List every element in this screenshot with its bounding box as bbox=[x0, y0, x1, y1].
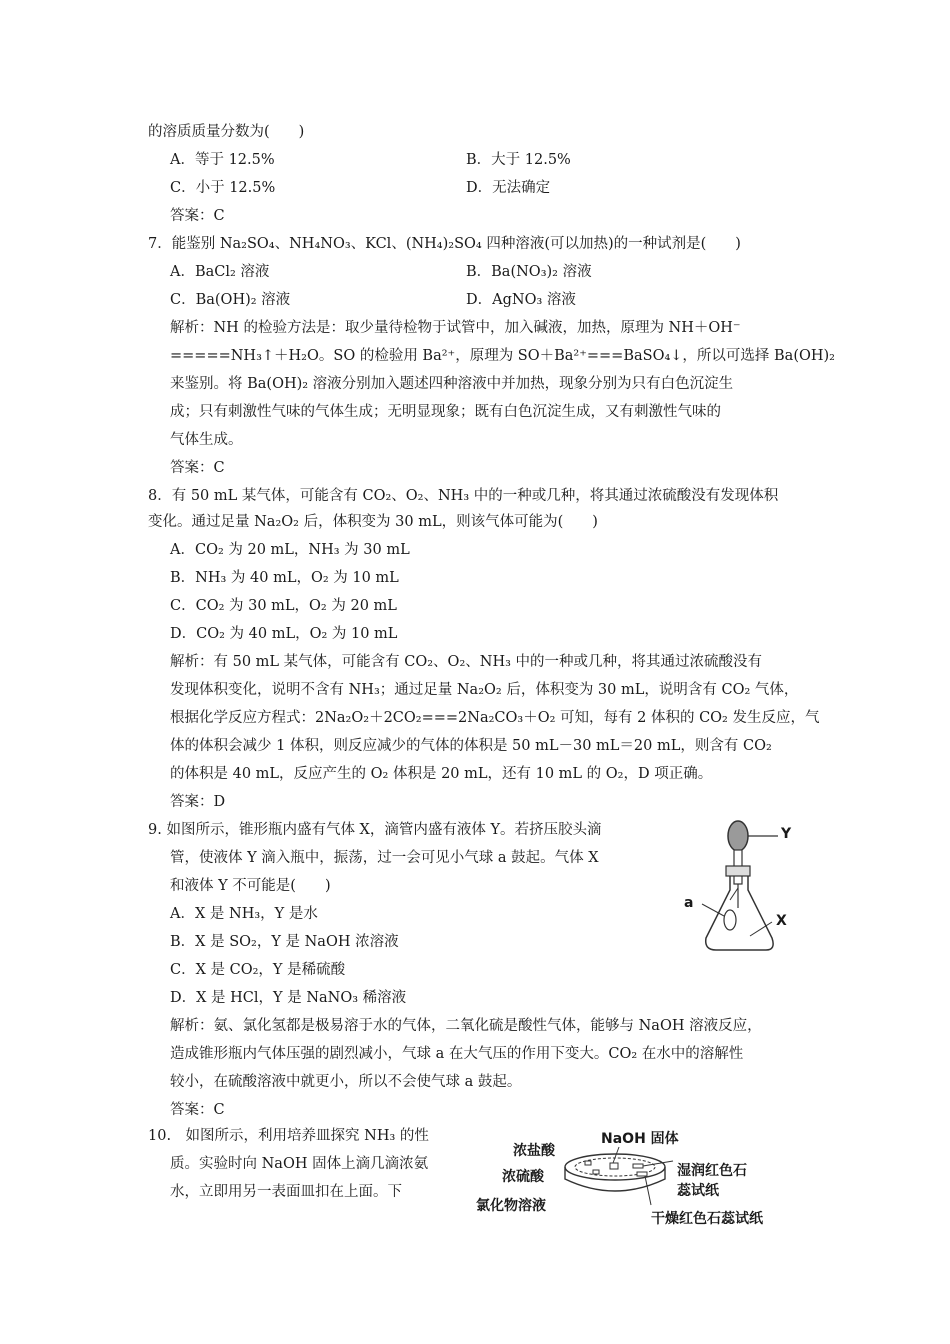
label-wet-litmus-line1: 湿润红色石 bbox=[677, 1163, 747, 1179]
question-10-cont: 质。实验时向 NaOH 固体上滴几滴浓氨 bbox=[170, 1156, 429, 1172]
question-10: 10. 如图所示，利用培养皿探究 NH₃ 的性 bbox=[148, 1128, 429, 1144]
option-d: D．无法确定 bbox=[466, 180, 551, 196]
explanation-line: 较小，在硫酸溶液中就更小，所以不会使气球 a 鼓起。 bbox=[170, 1074, 522, 1090]
question-8-cont: 变化。通过足量 Na₂O₂ 后，体积变为 30 mL，则该气体可能为( ) bbox=[148, 514, 598, 530]
explanation-line: 发现体积变化，说明不含有 NH₃；通过足量 Na₂O₂ 后，体积变为 30 mL，说明含有 CO₂ 气体， bbox=[170, 682, 799, 698]
option-d: D．AgNO₃ 溶液 bbox=[466, 292, 576, 308]
question-7: 7．能鉴别 Na₂SO₄、NH₄NO₃、KCl、(NH₄)₂SO₄ 四种溶液(可以加热)的一种试剂是( ) bbox=[148, 236, 741, 252]
option-a: A．BaCl₂ 溶液 bbox=[170, 264, 270, 280]
option-c: C．X 是 CO₂，Y 是稀硫酸 bbox=[170, 962, 346, 978]
option-c: C．CO₂ 为 30 mL，O₂ 为 20 mL bbox=[170, 598, 397, 614]
label-y: Y bbox=[781, 826, 792, 842]
explanation-line: 来鉴别。将 Ba(OH)₂ 溶液分别加入题述四种溶液中并加热，现象分别为只有白色沉淀生 bbox=[170, 376, 734, 392]
explanation-line: 解析：NH 的检验方法是：取少量待检物于试管中，加入碱液，加热，原理为 NH＋OH⁻ bbox=[170, 320, 741, 336]
option-b: B．NH₃ 为 40 mL，O₂ 为 10 mL bbox=[170, 570, 399, 586]
label-chloride-solution: 氯化物溶液 bbox=[476, 1198, 546, 1214]
question-8: 8．有 50 mL 某气体，可能含有 CO₂、O₂、NH₃ 中的一种或几种，将其通过浓硫酸没有发现体积 bbox=[148, 488, 779, 504]
explanation-line: 体的体积会减少 1 体积，则反应减少的气体的体积是 50 mL－30 mL＝20 mL，则含有 CO₂ bbox=[170, 738, 772, 754]
answer: 答案：C bbox=[170, 460, 225, 476]
option-a: A．CO₂ 为 20 mL，NH₃ 为 30 mL bbox=[170, 542, 410, 558]
option-c: C．小于 12.5% bbox=[170, 180, 276, 196]
question-10-cont: 水，立即用另一表面皿扣在上面。下 bbox=[170, 1184, 402, 1200]
explanation-line: =====NH₃↑＋H₂O。SO 的检验用 Ba²⁺，原理为 SO＋Ba²⁺===BaSO₄↓，所以可选择 Ba(OH)₂ bbox=[170, 348, 835, 364]
question-9-cont: 和液体 Y 不可能是( ) bbox=[170, 878, 331, 894]
explanation-line: 的体积是 40 mL，反应产生的 O₂ 体积是 20 mL，还有 10 mL 的 O₂，D 项正确。 bbox=[170, 766, 713, 782]
explanation-line: 气体生成。 bbox=[170, 432, 243, 448]
question-9-cont: 管，使液体 Y 滴入瓶中，振荡，过一会可见小气球 a 鼓起。气体 X bbox=[170, 850, 599, 866]
label-naoh-solid: NaOH 固体 bbox=[601, 1131, 679, 1147]
option-d: D．CO₂ 为 40 mL，O₂ 为 10 mL bbox=[170, 626, 398, 642]
option-a: A．等于 12.5% bbox=[170, 152, 275, 168]
label-conc-h2so4: 浓硫酸 bbox=[502, 1169, 544, 1185]
answer: 答案：C bbox=[170, 208, 225, 224]
answer: 答案：C bbox=[170, 1102, 225, 1118]
label-wet-litmus-line2: 蕊试纸 bbox=[677, 1183, 719, 1199]
text-line: 的溶质质量分数为( ) bbox=[148, 124, 305, 140]
explanation-line: 造成锥形瓶内气体压强的剧烈减小，气球 a 在大气压的作用下变大。CO₂ 在水中的溶解性 bbox=[170, 1046, 744, 1062]
label-dry-litmus: 干燥红色石蕊试纸 bbox=[651, 1211, 763, 1227]
option-d: D．X 是 HCl，Y 是 NaNO₃ 稀溶液 bbox=[170, 990, 407, 1006]
explanation-line: 解析：有 50 mL 某气体，可能含有 CO₂、O₂、NH₃ 中的一种或几种，将其通过浓硫酸没有 bbox=[170, 654, 763, 670]
label-a: a bbox=[684, 895, 694, 911]
option-b: B．Ba(NO₃)₂ 溶液 bbox=[466, 264, 592, 280]
label-conc-hcl: 浓盐酸 bbox=[513, 1143, 555, 1159]
petri-dish-drawing bbox=[555, 1145, 685, 1210]
explanation-line: 根据化学反应方程式：2Na₂O₂＋2CO₂===2Na₂CO₃＋O₂ 可知，每有 2 体积的 CO₂ 发生反应，气 bbox=[170, 710, 820, 726]
option-a: A．X 是 NH₃，Y 是水 bbox=[170, 906, 318, 922]
label-x: X bbox=[776, 913, 787, 929]
answer: 答案：D bbox=[170, 794, 226, 810]
option-c: C．Ba(OH)₂ 溶液 bbox=[170, 292, 291, 308]
explanation-line: 解析：氨、氯化氢都是极易溶于水的气体，二氧化硫是酸性气体，能够与 NaOH 溶液反应， bbox=[170, 1018, 762, 1034]
question-9: 9. 如图所示，锥形瓶内盛有气体 X，滴管内盛有液体 Y。若挤压胶头滴 bbox=[148, 822, 602, 838]
explanation-line: 成；只有刺激性气味的气体生成；无明显现象；既有白色沉淀生成，又有刺激性气味的 bbox=[170, 404, 721, 420]
option-b: B．X 是 SO₂，Y 是 NaOH 浓溶液 bbox=[170, 934, 399, 950]
option-b: B．大于 12.5% bbox=[466, 152, 571, 168]
